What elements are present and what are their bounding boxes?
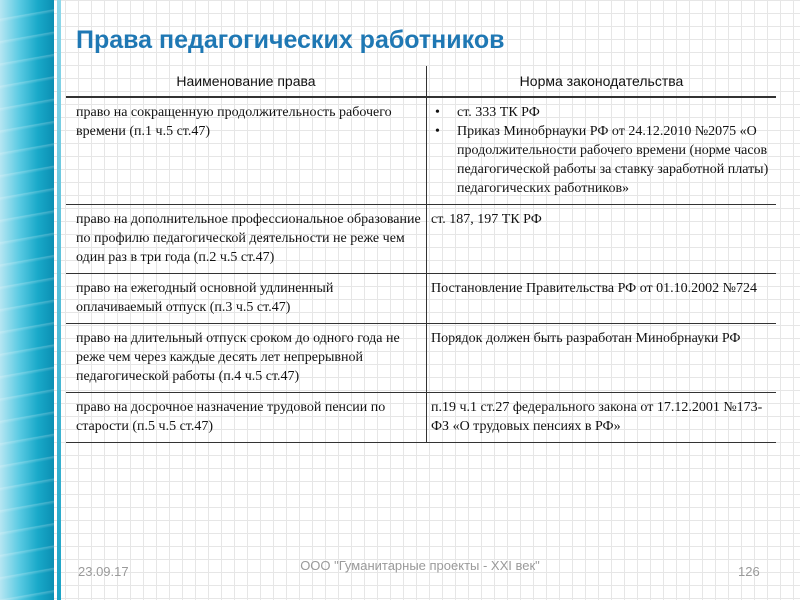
right-cell: право на досрочное назначение трудовой пенсии по старости (п.5 ч.5 ст.47) — [66, 393, 427, 443]
norm-cell — [427, 97, 777, 205]
right-cell: право на ежегодный основной удлиненный оплачиваемый отпуск (п.3 ч.5 ст.47) — [66, 274, 427, 324]
right-cell: право на дополнительное профессиональное образование по профилю педагогической деятельности не реже чем один раз в три года (п.2 ч.5 ст.47) — [66, 205, 427, 274]
norm-cell: Порядок должен быть разработан Минобрнауки РФ — [427, 324, 777, 393]
column-header-right-name: Наименование права — [66, 66, 427, 97]
footer-page-number: 126 — [738, 564, 760, 579]
rights-table — [66, 66, 776, 443]
norm-bullet-item: • Приказ Минобрнауки РФ от 24.12.2010 №2075 «О продолжительности рабочего времени (норме часов педагогической работы за ставку заработной платы) педагогических работников» — [431, 122, 772, 198]
table-row — [66, 274, 776, 324]
decorative-side-bar — [0, 0, 54, 600]
table-header-row — [66, 66, 776, 97]
slide-title: Права педагогических работников — [76, 26, 505, 54]
norm-bullet-item: • ст. 333 ТК РФ — [431, 103, 772, 122]
norm-cell: Постановление Правительства РФ от 01.10.2002 №724 — [427, 274, 777, 324]
right-cell: право на длительный отпуск сроком до одного года не реже чем через каждые десять лет непрерывной педагогической работы (п.4 ч.5 ст.47) — [66, 324, 427, 393]
norm-cell: п.19 ч.1 ст.27 федерального закона от 17.12.2001 №173-ФЗ «О трудовых пенсиях в РФ» — [427, 393, 777, 443]
footer-organization: ООО "Гуманитарные проекты - XXI век" — [300, 558, 540, 573]
right-cell: право на сокращенную продолжительность рабочего времени (п.1 ч.5 ст.47) — [66, 97, 427, 205]
table-row — [66, 205, 776, 274]
norm-cell: ст. 187, 197 ТК РФ — [427, 205, 777, 274]
table-row — [66, 393, 776, 443]
table-row — [66, 324, 776, 393]
column-header-law-norm: Норма законодательства — [427, 66, 777, 97]
table-row — [66, 97, 776, 205]
norm-bullet-list — [431, 103, 772, 198]
decorative-side-line — [57, 0, 61, 600]
footer-date: 23.09.17 — [78, 564, 129, 579]
